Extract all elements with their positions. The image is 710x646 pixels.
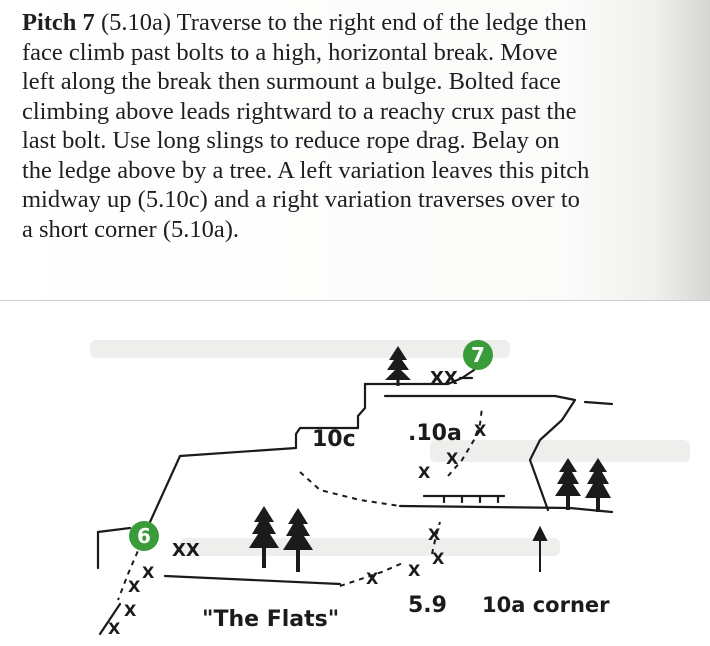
flats-label: "The Flats" xyxy=(202,607,340,632)
right-ledge-stub xyxy=(585,402,612,404)
description-line-1 xyxy=(22,8,702,38)
route-topo-diagram xyxy=(0,300,710,646)
grade-5-9-label: 5.9 xyxy=(408,593,447,618)
route-description xyxy=(0,0,710,301)
flats-ledge-line xyxy=(165,576,340,584)
belay-station-6 xyxy=(129,521,159,551)
bolt-marker: X xyxy=(124,601,137,620)
bolt-marker: X xyxy=(432,549,445,568)
pitch-7-description xyxy=(22,8,702,244)
description-line-7: midway up (5.10c) and a right variation traverses over to xyxy=(22,186,580,213)
belay-station-7 xyxy=(463,340,493,370)
bolt-marker: X xyxy=(108,619,121,638)
bolt-marker: X xyxy=(446,449,459,468)
right-ledge-line xyxy=(400,506,612,512)
belay-number: 6 xyxy=(137,524,151,548)
pitch-grade-text: (5.10a) Traverse to the right end of the ledge then xyxy=(94,9,587,36)
bolt-marker: X xyxy=(418,463,431,482)
left-variation-path xyxy=(300,472,400,506)
bolt-marker: X xyxy=(474,421,487,440)
topo-svg xyxy=(0,300,710,646)
tree-icon xyxy=(555,458,581,510)
bleed-through-texture xyxy=(90,340,690,556)
description-line-6: the ledge above by a tree. A left variation leaves this pitch xyxy=(22,156,590,184)
corner-label: 10a corner xyxy=(482,593,610,617)
lower-left-cap xyxy=(98,528,130,532)
grade-10a-label: .10a xyxy=(408,421,462,446)
description-line-4: climbing above leads rightward to a reachy crux past the xyxy=(22,97,577,125)
bolt-marker: X xyxy=(366,569,379,588)
belay-number: 7 xyxy=(471,343,485,367)
tree-icon xyxy=(585,458,611,512)
pitch-label: Pitch 7 xyxy=(22,9,95,36)
bolt-marker: X xyxy=(142,563,155,582)
bolts-top-label: XX xyxy=(430,368,458,389)
description-line-2: face climb past bolts to a high, horizontal break. Move xyxy=(22,38,558,66)
bolts-ledge-label: XX xyxy=(172,540,200,561)
description-line-3: left along the break then surmount a bulge. Bolted face xyxy=(22,68,561,95)
description-line-5: last bolt. Use long slings to reduce rope drag. Belay on xyxy=(22,127,560,154)
tree-icon xyxy=(249,506,279,568)
grade-10c-label: 10c xyxy=(312,427,356,452)
bolt-marker: X xyxy=(128,577,141,596)
left-wall-line xyxy=(150,384,365,522)
bolt-marker: X xyxy=(428,525,441,544)
description-line-8: a short corner (5.10a). xyxy=(22,215,240,243)
bolt-marker: X xyxy=(408,561,421,580)
